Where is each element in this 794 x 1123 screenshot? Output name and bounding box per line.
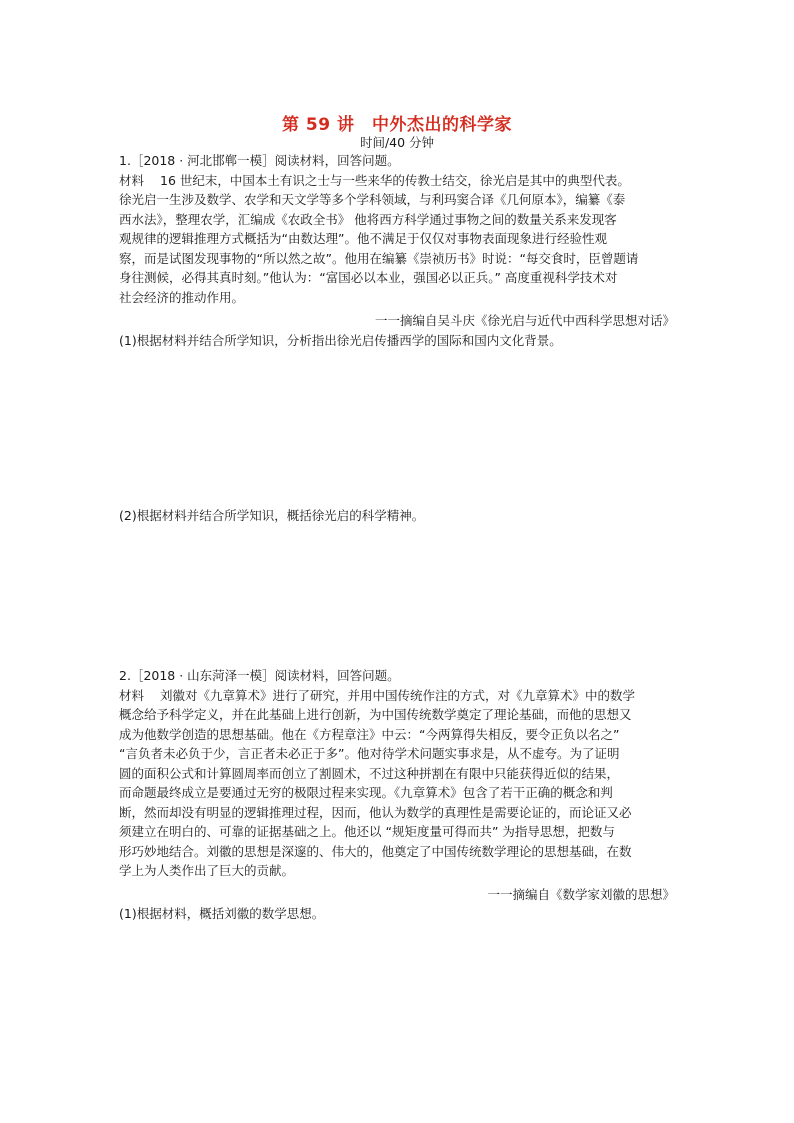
question-2-header (119, 666, 675, 686)
page-title: 第 59 讲 中外杰出的科学家 (282, 115, 512, 135)
subquestion-1: (1)根据材料，概括刘徽的数学思想。 (119, 906, 325, 921)
material-citation: 一一摘编自《数学家刘徽的思想》 (487, 886, 675, 902)
question-number: 1. (119, 153, 131, 168)
material-line: 社会经济的推动作用。 (119, 289, 245, 305)
material-text: 刘徽对《九章算术》进行了研究，并用中国传统作注的方式，对《九章算术》中的数学 (160, 687, 636, 703)
material-line: 形巧妙地结合。刘徽的思想是深邃的、伟大的，他奠定了中国传统数学理论的思想基础，在数 (119, 843, 632, 859)
material-line (119, 171, 675, 191)
question-prompt: 阅读材料，回答问题。 (274, 153, 400, 168)
question-number: 2. (119, 668, 131, 683)
material-line: 身往测候，必得其真时刻。”他认为：“富国必以本业，强国必以正兵。” 高度重视科学技术对 (119, 270, 618, 285)
material-line: 观规律的逻辑推理方式概括为“由数达理”。他不满足于仅仅对事物表面现象进行经验性观 (119, 231, 607, 246)
question-1-header (119, 151, 675, 171)
subquestion-1: (1)根据材料并结合所学知识，分析指出徐光启传播西学的国际和国内文化背景。 (119, 332, 562, 348)
material-line: 成为他数学创造的思想基础。他在《方程章注》中云：“今两算得失相反，要令正负以名之” (119, 726, 620, 742)
question-2 (119, 666, 675, 924)
material-text: 16 世纪末，中国本土有识之士与一些来华的传教士结交，徐光启是其中的典型代表。 (160, 172, 630, 188)
material-label: 材料 (119, 687, 145, 703)
material-line: 察，而是试图发现事物的“所以然之故”。他用在编纂《崇祯历书》时说：“每交食时，臣曾题请 (119, 250, 639, 266)
material-line: 概念给予科学定义，并在此基础上进行创新，为中国传统数学奠定了理论基础，而他的思想又 (119, 707, 632, 722)
material-line: 学上为人类作出了巨大的贡献。 (119, 863, 295, 878)
question-prompt: 阅读材料，回答问题。 (274, 668, 400, 683)
material-line: 断，然而却没有明显的逻辑推理过程，因而，他认为数学的真理性是需要论证的，而论证又必 (119, 804, 632, 820)
material-line: 徐光启一生涉及数学、农学和天文学等多个学科领域，与利玛窦合译《几何原本》，编纂《泰 (119, 192, 626, 207)
material-line: “言负者未必负于少，言正者未必正于多”。他对待学术问题实事求是，从不虚夸。为了证明 (119, 746, 620, 761)
material-line: 而命题最终成立是要通过无穷的极限过程来实现。《九章算术》包含了若干正确的概念和判 (119, 785, 613, 800)
material-line: 圆的面积公式和计算圆周率而创立了割圆术，不过这种拼割在有限中只能获得近似的结果， (119, 765, 620, 781)
question-source: ［2018 · 山东菏泽一模］ (130, 668, 275, 683)
material-citation: 一一摘编自吴斗庆《徐光启与近代中西科学思想对话》 (374, 313, 675, 328)
question-1-sub-2 (119, 506, 675, 526)
question-source: ［2018 · 河北邯郸一模］ (130, 153, 275, 168)
question-1 (119, 151, 675, 350)
time-limit: 时间/40 分钟 (359, 135, 435, 150)
material-line (119, 686, 675, 706)
material-line: 须建立在明白的、可靠的证据基础之上。他还以 “规矩度量可得而共” 为指导思想，把数与 (119, 824, 615, 839)
subquestion-2: (2)根据材料并结合所学知识，概括徐光启的科学精神。 (119, 508, 425, 523)
material-label: 材料 (119, 172, 145, 188)
material-line: 西水法》，整理农学，汇编成《农政全书》 他将西方科学通过事物之间的数量关系来发现客 (119, 211, 617, 227)
